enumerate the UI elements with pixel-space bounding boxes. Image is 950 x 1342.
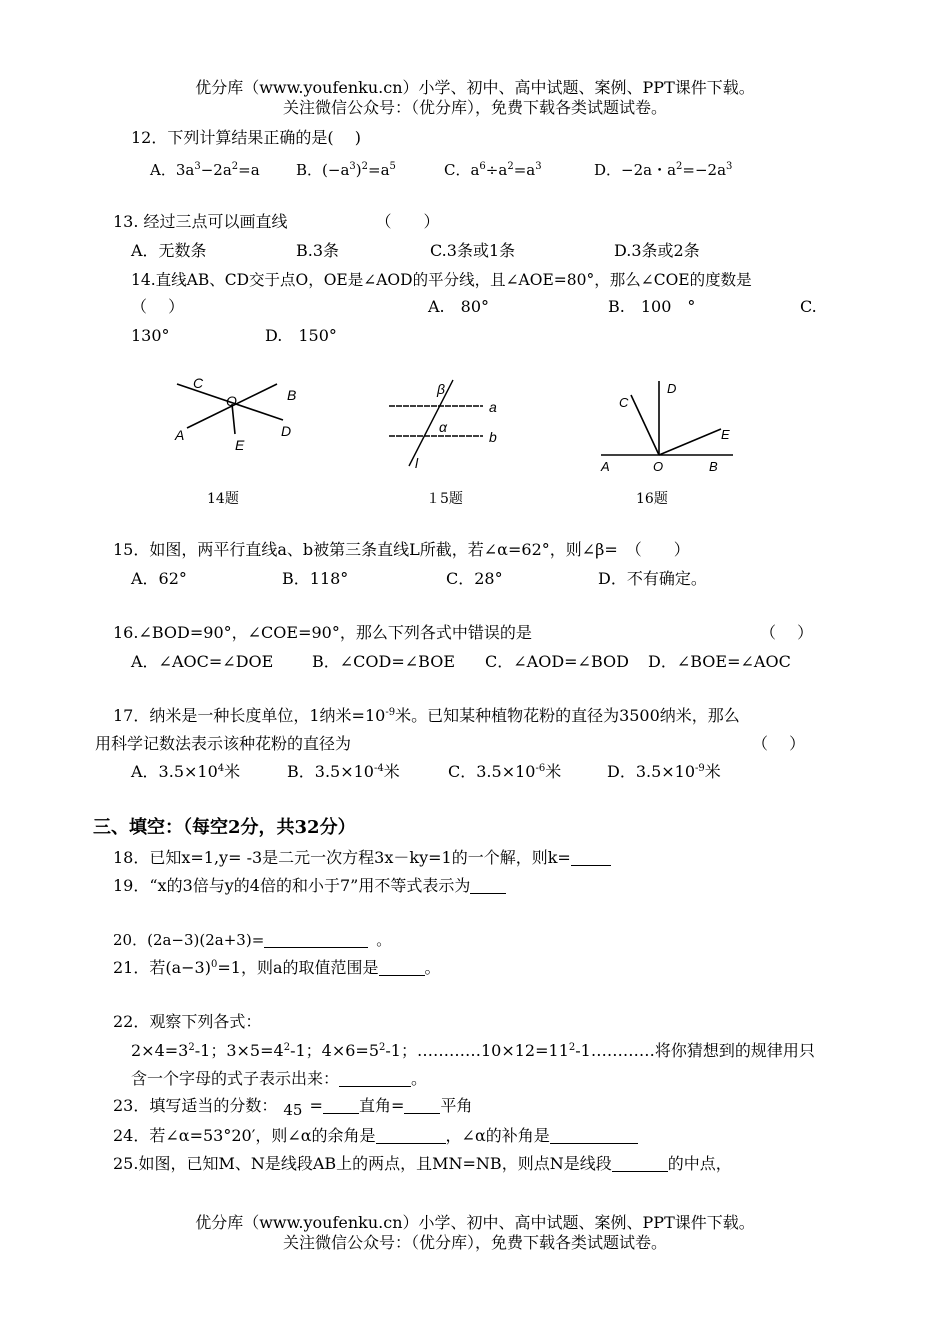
q12-option-a: A．$3a^3-2a^2=a$	[150, 161, 260, 179]
q17-option-b: B．$3.5\times 10^{-4}$米	[287, 762, 400, 781]
footer-line-2: 关注微信公众号：（优分库），免费下载各类试题试卷。	[282, 1233, 667, 1252]
q21-blank[interactable]	[379, 959, 425, 976]
label-d: D	[667, 381, 677, 396]
q13-option-b: B.3条	[296, 241, 340, 260]
q16-option-c: C．∠AOD=∠BOD	[485, 652, 629, 671]
label-a: a	[489, 399, 497, 415]
header-line-1: 优分库（www.youfenku.cn）小学、初中、高中试题、案例、PPT课件下载。	[195, 78, 755, 97]
q13-option-a: A．无数条	[131, 241, 207, 260]
q23: 23．填写适当的分数： 45 = 直角= 平角	[113, 1096, 473, 1119]
q22-stem: 22．观察下列各式：	[113, 1012, 262, 1031]
label-l: l	[415, 455, 419, 470]
q14-option-a: A. 80°	[428, 297, 490, 316]
label-o: O	[226, 393, 237, 409]
q15-option-d: D．不有确定。	[598, 569, 707, 588]
q20: 20．(2a−3)(2a+3)= 。	[113, 931, 392, 949]
q20-blank[interactable]	[264, 931, 368, 948]
q23-blank-2[interactable]	[404, 1097, 440, 1114]
q13-stem: 13. 经过三点可以画直线 （ ）	[113, 212, 440, 231]
q24: 24．若∠α=53°20′，则∠α的余角是 ，∠α的补角是	[113, 1126, 638, 1146]
q13-option-d: D.3条或2条	[614, 241, 700, 260]
q15-option-b: B．118°	[282, 569, 349, 588]
q13-option-c: C.3条或1条	[430, 241, 516, 260]
q15-option-c: C．28°	[446, 569, 503, 588]
q25-blank[interactable]	[612, 1155, 668, 1172]
q24-blank-1[interactable]	[376, 1127, 446, 1144]
q21: 21．若$(a-3)^0=1$，则a的取值范围是 。	[113, 958, 441, 977]
label-alpha: α	[439, 419, 447, 435]
label-c: C	[193, 375, 204, 391]
q24-blank-2[interactable]	[550, 1127, 638, 1144]
q16-option-b: B．∠COD=∠BOE	[312, 652, 456, 671]
label-o: O	[653, 459, 664, 474]
ray-oc	[631, 395, 659, 455]
q16-stem: 16.∠BOD=90°，∠COE=90°，那么下列各式中错误的是	[113, 623, 532, 642]
q22-line-1: $2\times 4=3^2-1$；$3\times 5=4^2-1$；$4\times 6=5^2-1$；$\dots\dots\dots\dots 10\times 12=11^2-1\dots\dots\dots\dots$将你猜想到的规律用只	[131, 1041, 815, 1060]
q17-option-a: A．$3.5\times 10^4$米	[131, 762, 241, 781]
q12-option-b: B．$(-a^3)^2=a^5$	[296, 161, 396, 179]
q17-stem: 17．纳米是一种长度单位，1纳米$=10^{-9}$米。已知某种植物花粉的直径为3500纳米，那么	[113, 706, 740, 725]
q16-option-a: A．∠AOC=∠DOE	[131, 652, 274, 671]
label-c: C	[619, 395, 629, 410]
figure-16	[595, 375, 745, 475]
figure-15	[385, 370, 515, 470]
q17-stem-2: 用科学记数法表示该种花粉的直径为	[95, 734, 352, 753]
label-e: E	[721, 427, 730, 442]
label-beta: β	[437, 381, 445, 397]
ray-oe	[659, 429, 721, 455]
label-e: E	[235, 437, 245, 453]
q17-option-c: C．$3.5\times 10^{-6}$米	[448, 762, 562, 781]
q14-option-c-value: 130°	[131, 326, 170, 345]
footer-line-1: 优分库（www.youfenku.cn）小学、初中、高中试题、案例、PPT课件下载。	[195, 1213, 755, 1232]
q17-paren: （ ）	[752, 734, 806, 753]
label-a: A	[601, 459, 610, 474]
label-b: B	[709, 459, 718, 474]
q18: 18．已知x=1,y= -3是二元一次方程3x－ky=1的一个解，则k=	[113, 848, 611, 868]
q25: 25.如图，已知M、N是线段AB上的两点，且MN=NB，则点N是线段 的中点，	[113, 1154, 732, 1173]
q14-option-c: C.	[800, 297, 817, 316]
caption-16: 16题	[636, 491, 668, 507]
q15-stem: 15．如图，两平行直线a、b被第三条直线L所截，若∠α=62°，则∠β= （ ）	[113, 540, 690, 559]
q14-stem: 14.直线AB、CD交于点O，OE是∠AOD的平分线，且∠AOE=80°，那么∠COE的度数是	[131, 271, 752, 289]
q17-option-d: D．$3.5\times 10^{-9}$米	[607, 762, 721, 781]
q12-option-d: D．−2a・$a^2=-2a^3$	[594, 161, 733, 179]
section-3-title: 三、填空：（每空2分，共32分）	[93, 817, 356, 838]
q16-option-d: D．∠BOE=∠AOC	[648, 652, 791, 671]
q18-blank[interactable]	[571, 849, 611, 866]
header-line-2: 关注微信公众号：（优分库），免费下载各类试题试卷。	[282, 98, 667, 117]
q15-option-a: A．62°	[131, 569, 187, 588]
q19: 19．“x的3倍与y的4倍的和小于7”用不等式表示为	[113, 876, 506, 896]
label-a: A	[175, 427, 185, 443]
q23-blank-1[interactable]	[323, 1097, 359, 1114]
q12-stem: 12．下列计算结果正确的是( )	[131, 128, 361, 147]
q22-line-2: 含一个字母的式子表示出来： 。	[131, 1069, 428, 1088]
q14-option-d: D. 150°	[265, 326, 337, 345]
label-d: D	[281, 423, 292, 439]
caption-15: １5题	[426, 491, 463, 507]
label-b: B	[287, 387, 297, 403]
q14-option-b: B. 100 °	[608, 297, 696, 316]
q22-blank[interactable]	[339, 1070, 411, 1087]
caption-14: 14题	[207, 491, 239, 507]
label-b: b	[489, 429, 497, 445]
q14-paren: （ ）	[131, 297, 185, 316]
figure-14	[165, 370, 305, 460]
q19-blank[interactable]	[470, 877, 506, 894]
q12-option-c: C．$a^6\div a^2=a^3$	[444, 161, 542, 179]
q16-paren: （ ）	[760, 623, 814, 642]
